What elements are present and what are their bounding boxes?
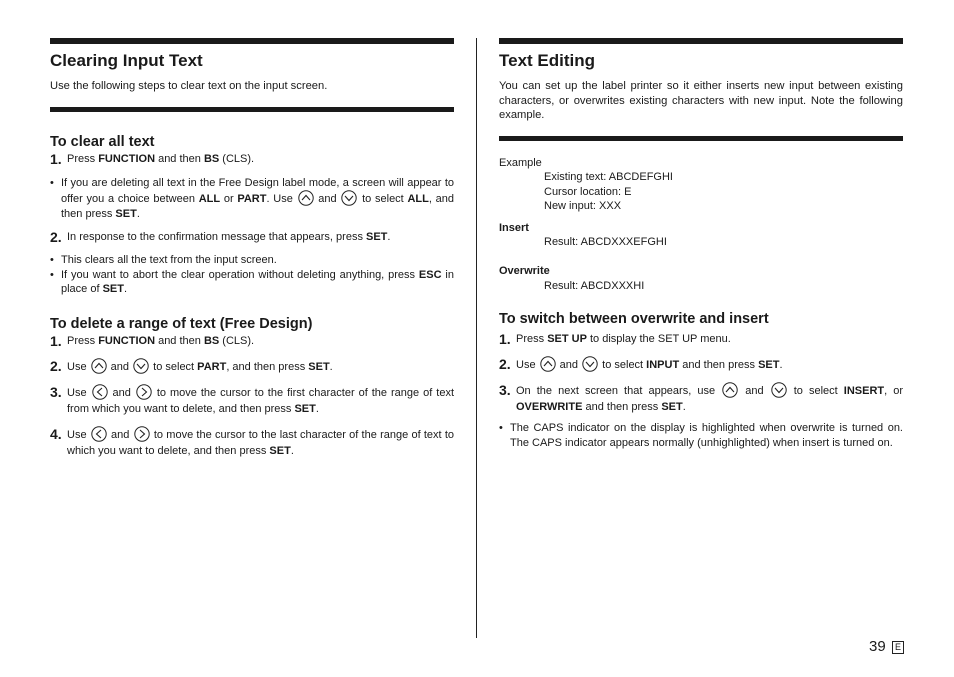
insert-result: Result: ABCDXXXEFGHI [544,236,667,249]
step-2: 2. Use and to select PART, and then press SET. [50,358,333,375]
language-badge: E [892,641,904,654]
down-arrow-key-icon [133,358,149,374]
subheading-delete-range: To delete a range of text (Free Design) [50,316,313,333]
step-1: 1. Press FUNCTION and then BS (CLS). [50,333,255,350]
section-title: Clearing Input Text [50,51,203,70]
column-divider [476,38,477,638]
section-title: Text Editing [499,51,596,70]
title-rule [50,38,454,44]
title-rule [499,38,903,44]
up-arrow-key-icon [540,356,556,372]
down-arrow-key-icon [582,356,598,372]
overwrite-label: Overwrite [499,265,550,278]
example-cursor: Cursor location: E [544,185,632,198]
page-number: 39 [869,638,886,655]
step-number: 1. [50,150,62,167]
left-column [50,38,454,459]
right-column [499,38,903,450]
right-arrow-key-icon [134,426,150,442]
example-label: Example [499,156,542,169]
down-arrow-key-icon [771,382,787,398]
left-arrow-key-icon [92,384,108,400]
up-arrow-key-icon [722,382,738,398]
step-3: 3. On the next screen that appears, use and to select INSERT, or OVERWRITE and then press SET. [499,382,904,414]
overwrite-result: Result: ABCDXXXHI [544,279,645,292]
section-rule [499,136,903,141]
step-4: 4. Use and to move the cursor to the last character of the range of text to which you want to delete, and then press SET. [50,426,454,458]
subheading-switch: To switch between overwrite and insert [499,311,769,328]
down-arrow-key-icon [341,190,357,206]
up-arrow-key-icon [298,190,314,206]
intro-text: You can set up the label printer so it either inserts new input between existing characters, or overwrites existing characters with new input. Note the following example. [499,80,903,121]
step-1 [50,151,454,167]
intro-text: Use the following steps to clear text on the input screen. [50,80,328,92]
up-arrow-key-icon [91,358,107,374]
step-1: 1. Press SET UP to display the SET UP menu. [499,331,731,348]
bullet-item: • This clears all the text from the input screen. [50,254,277,267]
example-existing: Existing text: ABCDEFGHI [544,171,673,184]
example-new-input: New input: XXX [544,200,622,213]
right-arrow-key-icon [136,384,152,400]
bullet-item: • If you want to abort the clear operation without deleting anything, press ESC in place of SET. [50,268,454,296]
step-3: 3. Use and to move the cursor to the first character of the range of text from which you want to delete, and then press SET. [50,384,455,416]
subheading-clear-all: To clear all text [50,133,155,150]
insert-label: Insert [499,221,529,234]
bullet-item: • If you are deleting all text in the Free Design label mode, a screen will appear to offer you a choice between ALL or PART. Use and to select ALL, and then press SET. [50,176,454,220]
section-rule [50,107,454,112]
example-block [499,156,903,294]
step-2: 2. In response to the confirmation message that appears, press SET. [50,229,391,246]
step-2: 2. Use and to select INPUT and then press SET. [499,356,783,373]
bullet-item: • The CAPS indicator on the display is highlighted when overwrite is turned on. The CAPS indicator appears normally (unhighlighted) when insert is turned on. [499,422,903,449]
step-text: Press FUNCTION and then BS (CLS). [67,152,255,165]
left-arrow-key-icon [91,426,107,442]
